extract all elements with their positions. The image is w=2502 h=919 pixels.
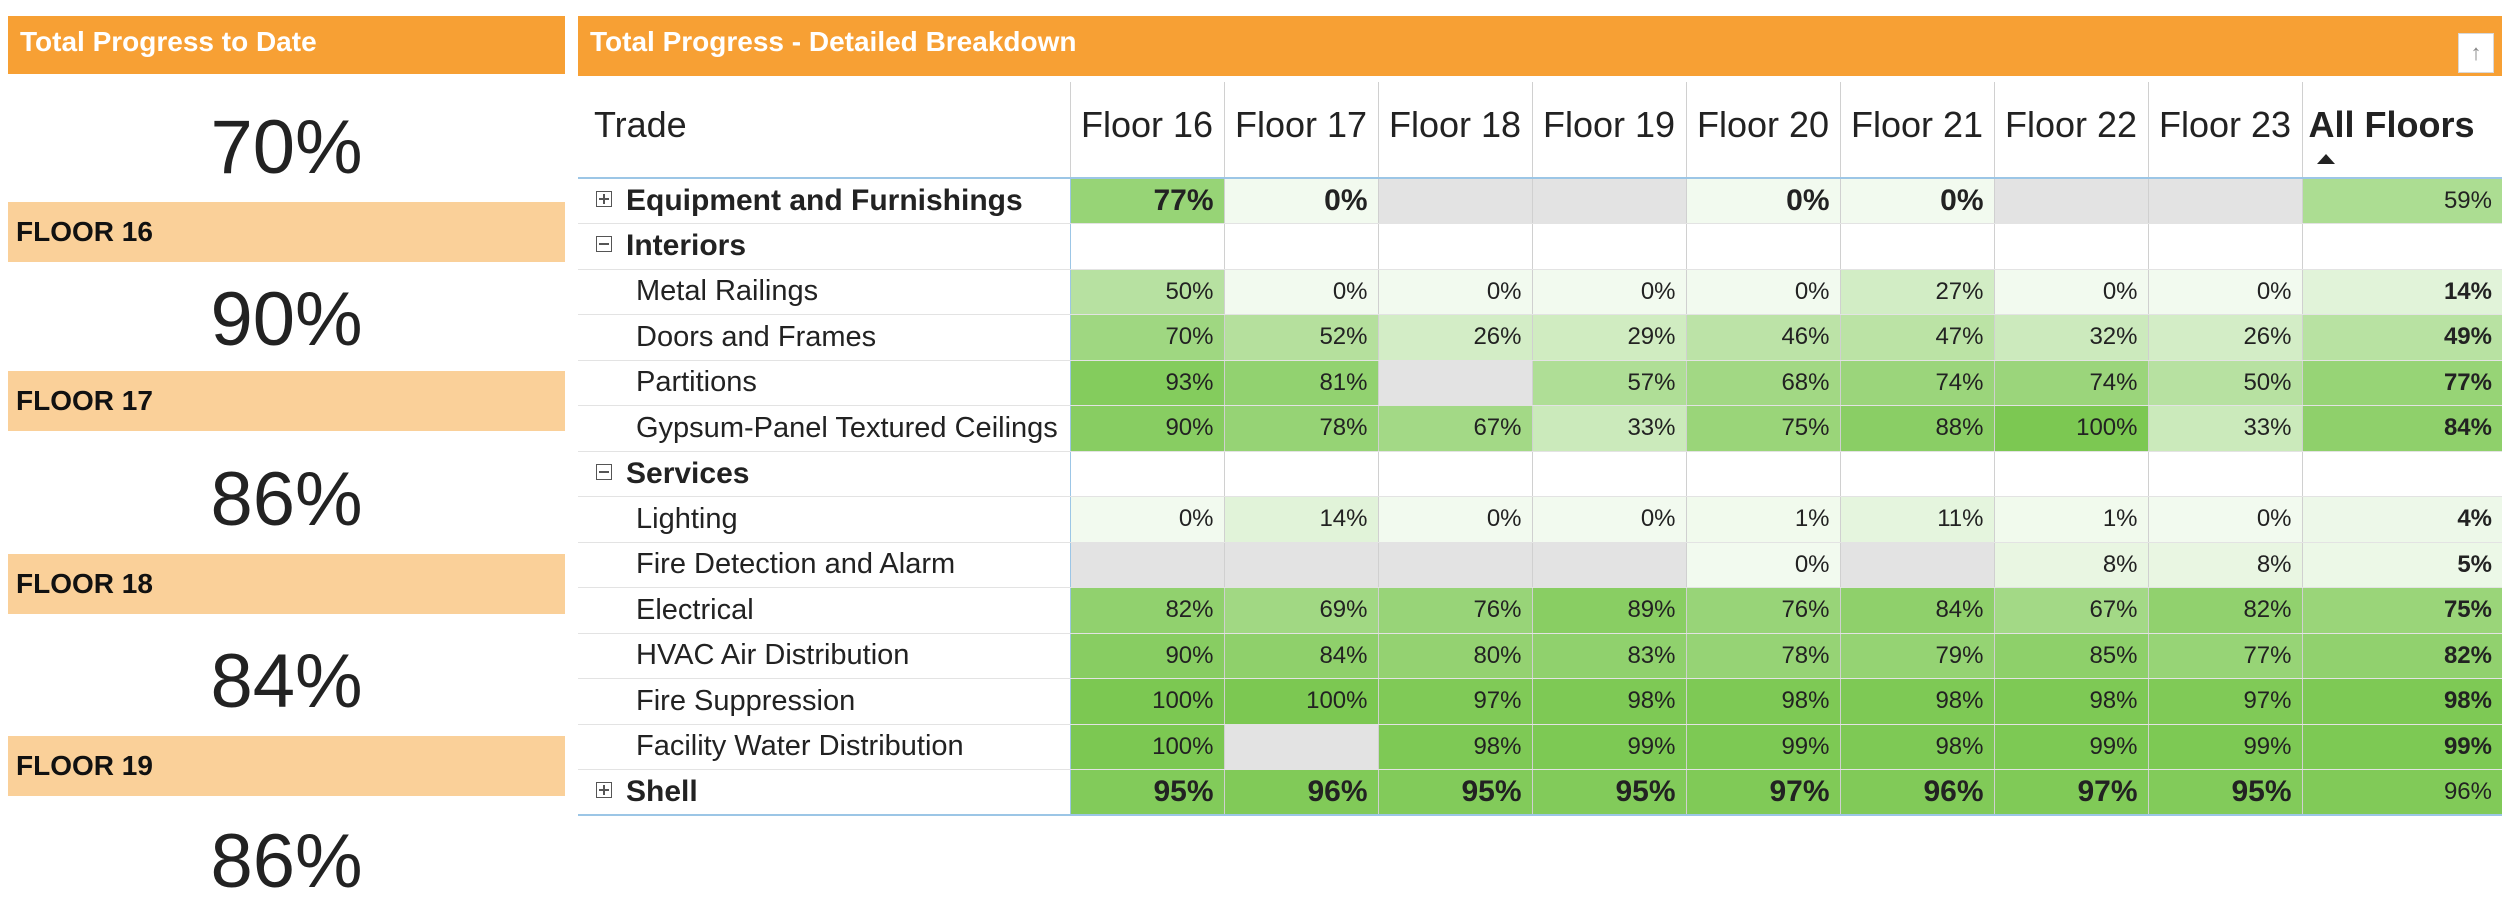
row-label-cell xyxy=(578,679,1070,725)
floor-value-cell: 68% xyxy=(1686,360,1840,406)
floor-value-cell: 80% xyxy=(1378,633,1532,679)
floor-value-cell: 0% xyxy=(1378,269,1532,315)
floor-value-cell: 95% xyxy=(1378,770,1532,816)
row-label: Fire Suppression xyxy=(636,684,856,717)
floor-value-cell: 0% xyxy=(1378,497,1532,543)
column-header-floor[interactable]: Floor 19 xyxy=(1532,82,1686,178)
floor-value-cell: 83% xyxy=(1532,633,1686,679)
row-label-cell xyxy=(578,360,1070,406)
floor-value-cell xyxy=(1840,451,1994,497)
floor-value-cell xyxy=(1532,178,1686,224)
group-row[interactable] xyxy=(578,224,2502,270)
floor-value-cell: 100% xyxy=(1224,679,1378,725)
row-label-cell xyxy=(578,588,1070,634)
floor-label: FLOOR 17 xyxy=(8,371,565,431)
floor-value-cell: 8% xyxy=(2148,542,2302,588)
floor-value-cell: 11% xyxy=(1840,497,1994,543)
floor-value-cell: 57% xyxy=(1532,360,1686,406)
all-floors-cell: 5% xyxy=(2302,542,2502,588)
floor-value-cell: 97% xyxy=(1686,770,1840,816)
all-floors-cell: 96% xyxy=(2302,770,2502,816)
progress-matrix xyxy=(578,82,2502,816)
floor-value-cell xyxy=(1532,542,1686,588)
expand-icon[interactable] xyxy=(596,191,612,207)
floor-value-cell: 82% xyxy=(2148,588,2302,634)
floor-value-cell: 98% xyxy=(1686,679,1840,725)
floor-value-cell xyxy=(1070,542,1224,588)
floor-value-cell xyxy=(1686,451,1840,497)
column-header-floor[interactable]: Floor 17 xyxy=(1224,82,1378,178)
column-header-floor[interactable]: Floor 18 xyxy=(1378,82,1532,178)
column-header-all-floors-label: All Floors xyxy=(2308,104,2475,145)
row-label: Gypsum-Panel Textured Ceilings xyxy=(636,411,1058,444)
all-floors-cell: 82% xyxy=(2302,633,2502,679)
floor-value-cell: 89% xyxy=(1532,588,1686,634)
column-header-floor[interactable]: Floor 23 xyxy=(2148,82,2302,178)
all-floors-cell xyxy=(2302,224,2502,270)
floor-value-cell: 47% xyxy=(1840,315,1994,361)
floor-value-cell: 90% xyxy=(1070,633,1224,679)
floor-value-cell xyxy=(1224,724,1378,770)
floor-value-cell xyxy=(1224,451,1378,497)
all-floors-cell xyxy=(2302,451,2502,497)
all-floors-cell: 49% xyxy=(2302,315,2502,361)
detailed-breakdown-title-text: Total Progress - Detailed Breakdown xyxy=(590,26,1077,57)
floor-value-cell xyxy=(1378,360,1532,406)
floor-value-cell xyxy=(1378,178,1532,224)
floor-value-cell: 33% xyxy=(1532,406,1686,452)
column-header-floor[interactable]: Floor 16 xyxy=(1070,82,1224,178)
row-label: Metal Railings xyxy=(636,275,819,308)
row-label-cell xyxy=(578,633,1070,679)
column-header-all-floors[interactable] xyxy=(2302,82,2502,178)
total-progress-panel xyxy=(8,16,565,919)
floor-value-cell: 98% xyxy=(1840,679,1994,725)
all-floors-cell: 77% xyxy=(2302,360,2502,406)
floor-value-cell xyxy=(1532,224,1686,270)
floor-value-cell xyxy=(1378,224,1532,270)
floor-value-cell: 0% xyxy=(1840,178,1994,224)
floor-value-cell xyxy=(1994,224,2148,270)
all-floors-cell: 14% xyxy=(2302,269,2502,315)
floor-value-cell: 98% xyxy=(1378,724,1532,770)
detailed-breakdown-title xyxy=(578,16,2502,76)
floor-value-cell: 84% xyxy=(1840,588,1994,634)
floor-value-cell: 29% xyxy=(1532,315,1686,361)
floor-label: FLOOR 16 xyxy=(8,202,565,262)
row-label-cell xyxy=(578,770,1070,816)
row-label: Shell xyxy=(626,775,698,808)
floor-value-cell xyxy=(2148,178,2302,224)
floor-value-cell: 0% xyxy=(2148,497,2302,543)
floor-progress-value: 84% xyxy=(210,639,363,724)
floor-value-cell: 69% xyxy=(1224,588,1378,634)
overall-progress-value: 70% xyxy=(210,105,363,190)
column-header-trade[interactable]: Trade xyxy=(578,82,1070,178)
row-label: Equipment and Furnishings xyxy=(626,184,1023,217)
floor-value-cell: 99% xyxy=(1532,724,1686,770)
floor-value-cell: 97% xyxy=(2148,679,2302,725)
floor-value-cell: 26% xyxy=(1378,315,1532,361)
floor-value-cell: 46% xyxy=(1686,315,1840,361)
floor-value-cell xyxy=(1070,224,1224,270)
trade-row xyxy=(578,679,2502,725)
trade-row xyxy=(578,588,2502,634)
floor-value-cell xyxy=(1378,542,1532,588)
floor-value-cell: 67% xyxy=(1378,406,1532,452)
floor-value-cell: 100% xyxy=(1994,406,2148,452)
collapse-icon[interactable] xyxy=(596,236,612,252)
all-floors-cell: 75% xyxy=(2302,588,2502,634)
floor-label: FLOOR 19 xyxy=(8,736,565,796)
row-label-cell xyxy=(578,315,1070,361)
floor-value-cell: 0% xyxy=(1070,497,1224,543)
row-label-cell xyxy=(578,497,1070,543)
floor-value-cell: 74% xyxy=(1840,360,1994,406)
trade-row xyxy=(578,406,2502,452)
all-floors-cell: 84% xyxy=(2302,406,2502,452)
floor-value-cell: 98% xyxy=(1532,679,1686,725)
floor-value-cell: 32% xyxy=(1994,315,2148,361)
trade-row xyxy=(578,269,2502,315)
floor-value-cell: 1% xyxy=(1994,497,2148,543)
trade-row xyxy=(578,724,2502,770)
column-header-row xyxy=(578,82,2502,178)
floor-value-cell: 50% xyxy=(2148,360,2302,406)
floor-value-cell: 50% xyxy=(1070,269,1224,315)
floor-value-cell: 95% xyxy=(1070,770,1224,816)
row-label: Fire Detection and Alarm xyxy=(636,548,956,581)
row-label: Partitions xyxy=(636,366,757,399)
row-label: Services xyxy=(626,456,750,490)
floor-value-cell: 99% xyxy=(1994,724,2148,770)
floor-value-cell: 77% xyxy=(1070,178,1224,224)
group-row[interactable] xyxy=(578,178,2502,224)
row-label-cell xyxy=(578,724,1070,770)
floor-value-cell: 88% xyxy=(1840,406,1994,452)
floor-value-cell: 84% xyxy=(1224,633,1378,679)
row-label: Interiors xyxy=(626,229,747,263)
floor-value-cell: 0% xyxy=(1686,269,1840,315)
floor-value-cell xyxy=(1840,224,1994,270)
floor-value-cell: 14% xyxy=(1224,497,1378,543)
row-label-cell xyxy=(578,406,1070,452)
floor-value-cell: 1% xyxy=(1686,497,1840,543)
floor-progress-value: 86% xyxy=(210,457,363,542)
floor-value-cell: 0% xyxy=(1224,269,1378,315)
trade-row xyxy=(578,633,2502,679)
column-header-floor[interactable]: Floor 20 xyxy=(1686,82,1840,178)
group-row[interactable] xyxy=(578,451,2502,497)
floor-value-cell: 76% xyxy=(1686,588,1840,634)
all-floors-cell: 99% xyxy=(2302,724,2502,770)
floor-progress-value: 90% xyxy=(210,277,363,362)
floor-value-cell: 81% xyxy=(1224,360,1378,406)
floor-progress-value: 86% xyxy=(210,819,363,904)
row-label: Facility Water Distribution xyxy=(636,730,964,763)
floor-value-cell: 33% xyxy=(2148,406,2302,452)
floor-value-cell: 77% xyxy=(2148,633,2302,679)
floor-label: FLOOR 18 xyxy=(8,554,565,614)
group-row[interactable] xyxy=(578,770,2502,816)
floor-value-cell: 96% xyxy=(1224,770,1378,816)
floor-value-cell: 67% xyxy=(1994,588,2148,634)
floor-value-cell: 75% xyxy=(1686,406,1840,452)
floor-value-cell: 74% xyxy=(1994,360,2148,406)
floor-value-cell: 82% xyxy=(1070,588,1224,634)
trade-row xyxy=(578,497,2502,543)
floor-value-cell xyxy=(1224,542,1378,588)
trade-row xyxy=(578,360,2502,406)
scroll-up-icon[interactable]: ↑ xyxy=(2458,33,2494,73)
floor-value-cell: 0% xyxy=(1224,178,1378,224)
floor-value-cell: 76% xyxy=(1378,588,1532,634)
floor-value-cell xyxy=(2148,224,2302,270)
row-label: Lighting xyxy=(636,502,738,535)
floor-value-cell xyxy=(1840,542,1994,588)
row-label-cell xyxy=(578,269,1070,315)
row-label-cell xyxy=(578,224,1070,270)
all-floors-cell: 4% xyxy=(2302,497,2502,543)
floor-value-cell: 0% xyxy=(1994,269,2148,315)
column-header-floor[interactable]: Floor 22 xyxy=(1994,82,2148,178)
floor-value-cell: 100% xyxy=(1070,724,1224,770)
floor-value-cell xyxy=(1070,451,1224,497)
total-progress-title: Total Progress to Date xyxy=(8,16,565,74)
progress-matrix-body xyxy=(578,178,2502,815)
floor-value-cell: 0% xyxy=(1686,178,1840,224)
row-label-cell xyxy=(578,542,1070,588)
row-label-cell xyxy=(578,178,1070,224)
floor-value-cell: 90% xyxy=(1070,406,1224,452)
floor-value-cell xyxy=(1532,451,1686,497)
floor-value-cell: 99% xyxy=(1686,724,1840,770)
floor-value-cell: 52% xyxy=(1224,315,1378,361)
row-label: HVAC Air Distribution xyxy=(636,639,910,672)
all-floors-cell: 98% xyxy=(2302,679,2502,725)
column-header-floor[interactable]: Floor 21 xyxy=(1840,82,1994,178)
floor-value-cell: 98% xyxy=(1840,724,1994,770)
row-label-cell xyxy=(578,451,1070,497)
floor-value-cell: 0% xyxy=(1532,269,1686,315)
floor-value-cell: 100% xyxy=(1070,679,1224,725)
floor-value-cell: 93% xyxy=(1070,360,1224,406)
row-label: Electrical xyxy=(636,593,754,626)
detailed-breakdown-panel xyxy=(578,16,2502,806)
floor-value-cell: 0% xyxy=(1686,542,1840,588)
trade-row xyxy=(578,542,2502,588)
floor-value-cell xyxy=(1224,224,1378,270)
expand-icon[interactable] xyxy=(596,782,612,798)
floor-value-cell: 99% xyxy=(2148,724,2302,770)
row-label: Doors and Frames xyxy=(636,320,877,353)
floor-value-cell: 98% xyxy=(1994,679,2148,725)
floor-value-cell xyxy=(1994,178,2148,224)
sort-ascending-icon xyxy=(2317,154,2335,164)
floor-value-cell: 27% xyxy=(1840,269,1994,315)
floor-value-cell: 95% xyxy=(1532,770,1686,816)
floor-value-cell: 78% xyxy=(1686,633,1840,679)
floor-value-cell: 96% xyxy=(1840,770,1994,816)
floor-value-cell: 85% xyxy=(1994,633,2148,679)
floor-value-cell: 97% xyxy=(1994,770,2148,816)
floor-value-cell: 26% xyxy=(2148,315,2302,361)
trade-row xyxy=(578,315,2502,361)
floor-value-cell: 95% xyxy=(2148,770,2302,816)
floor-value-cell: 78% xyxy=(1224,406,1378,452)
all-floors-cell: 59% xyxy=(2302,178,2502,224)
floor-value-cell xyxy=(1686,224,1840,270)
floor-value-cell: 0% xyxy=(1532,497,1686,543)
floor-value-cell: 97% xyxy=(1378,679,1532,725)
floor-value-cell: 79% xyxy=(1840,633,1994,679)
floor-value-cell: 8% xyxy=(1994,542,2148,588)
floor-value-cell xyxy=(1378,451,1532,497)
floor-value-cell: 70% xyxy=(1070,315,1224,361)
floor-value-cell: 0% xyxy=(2148,269,2302,315)
floor-value-cell xyxy=(1994,451,2148,497)
collapse-icon[interactable] xyxy=(596,464,612,480)
floor-value-cell xyxy=(2148,451,2302,497)
